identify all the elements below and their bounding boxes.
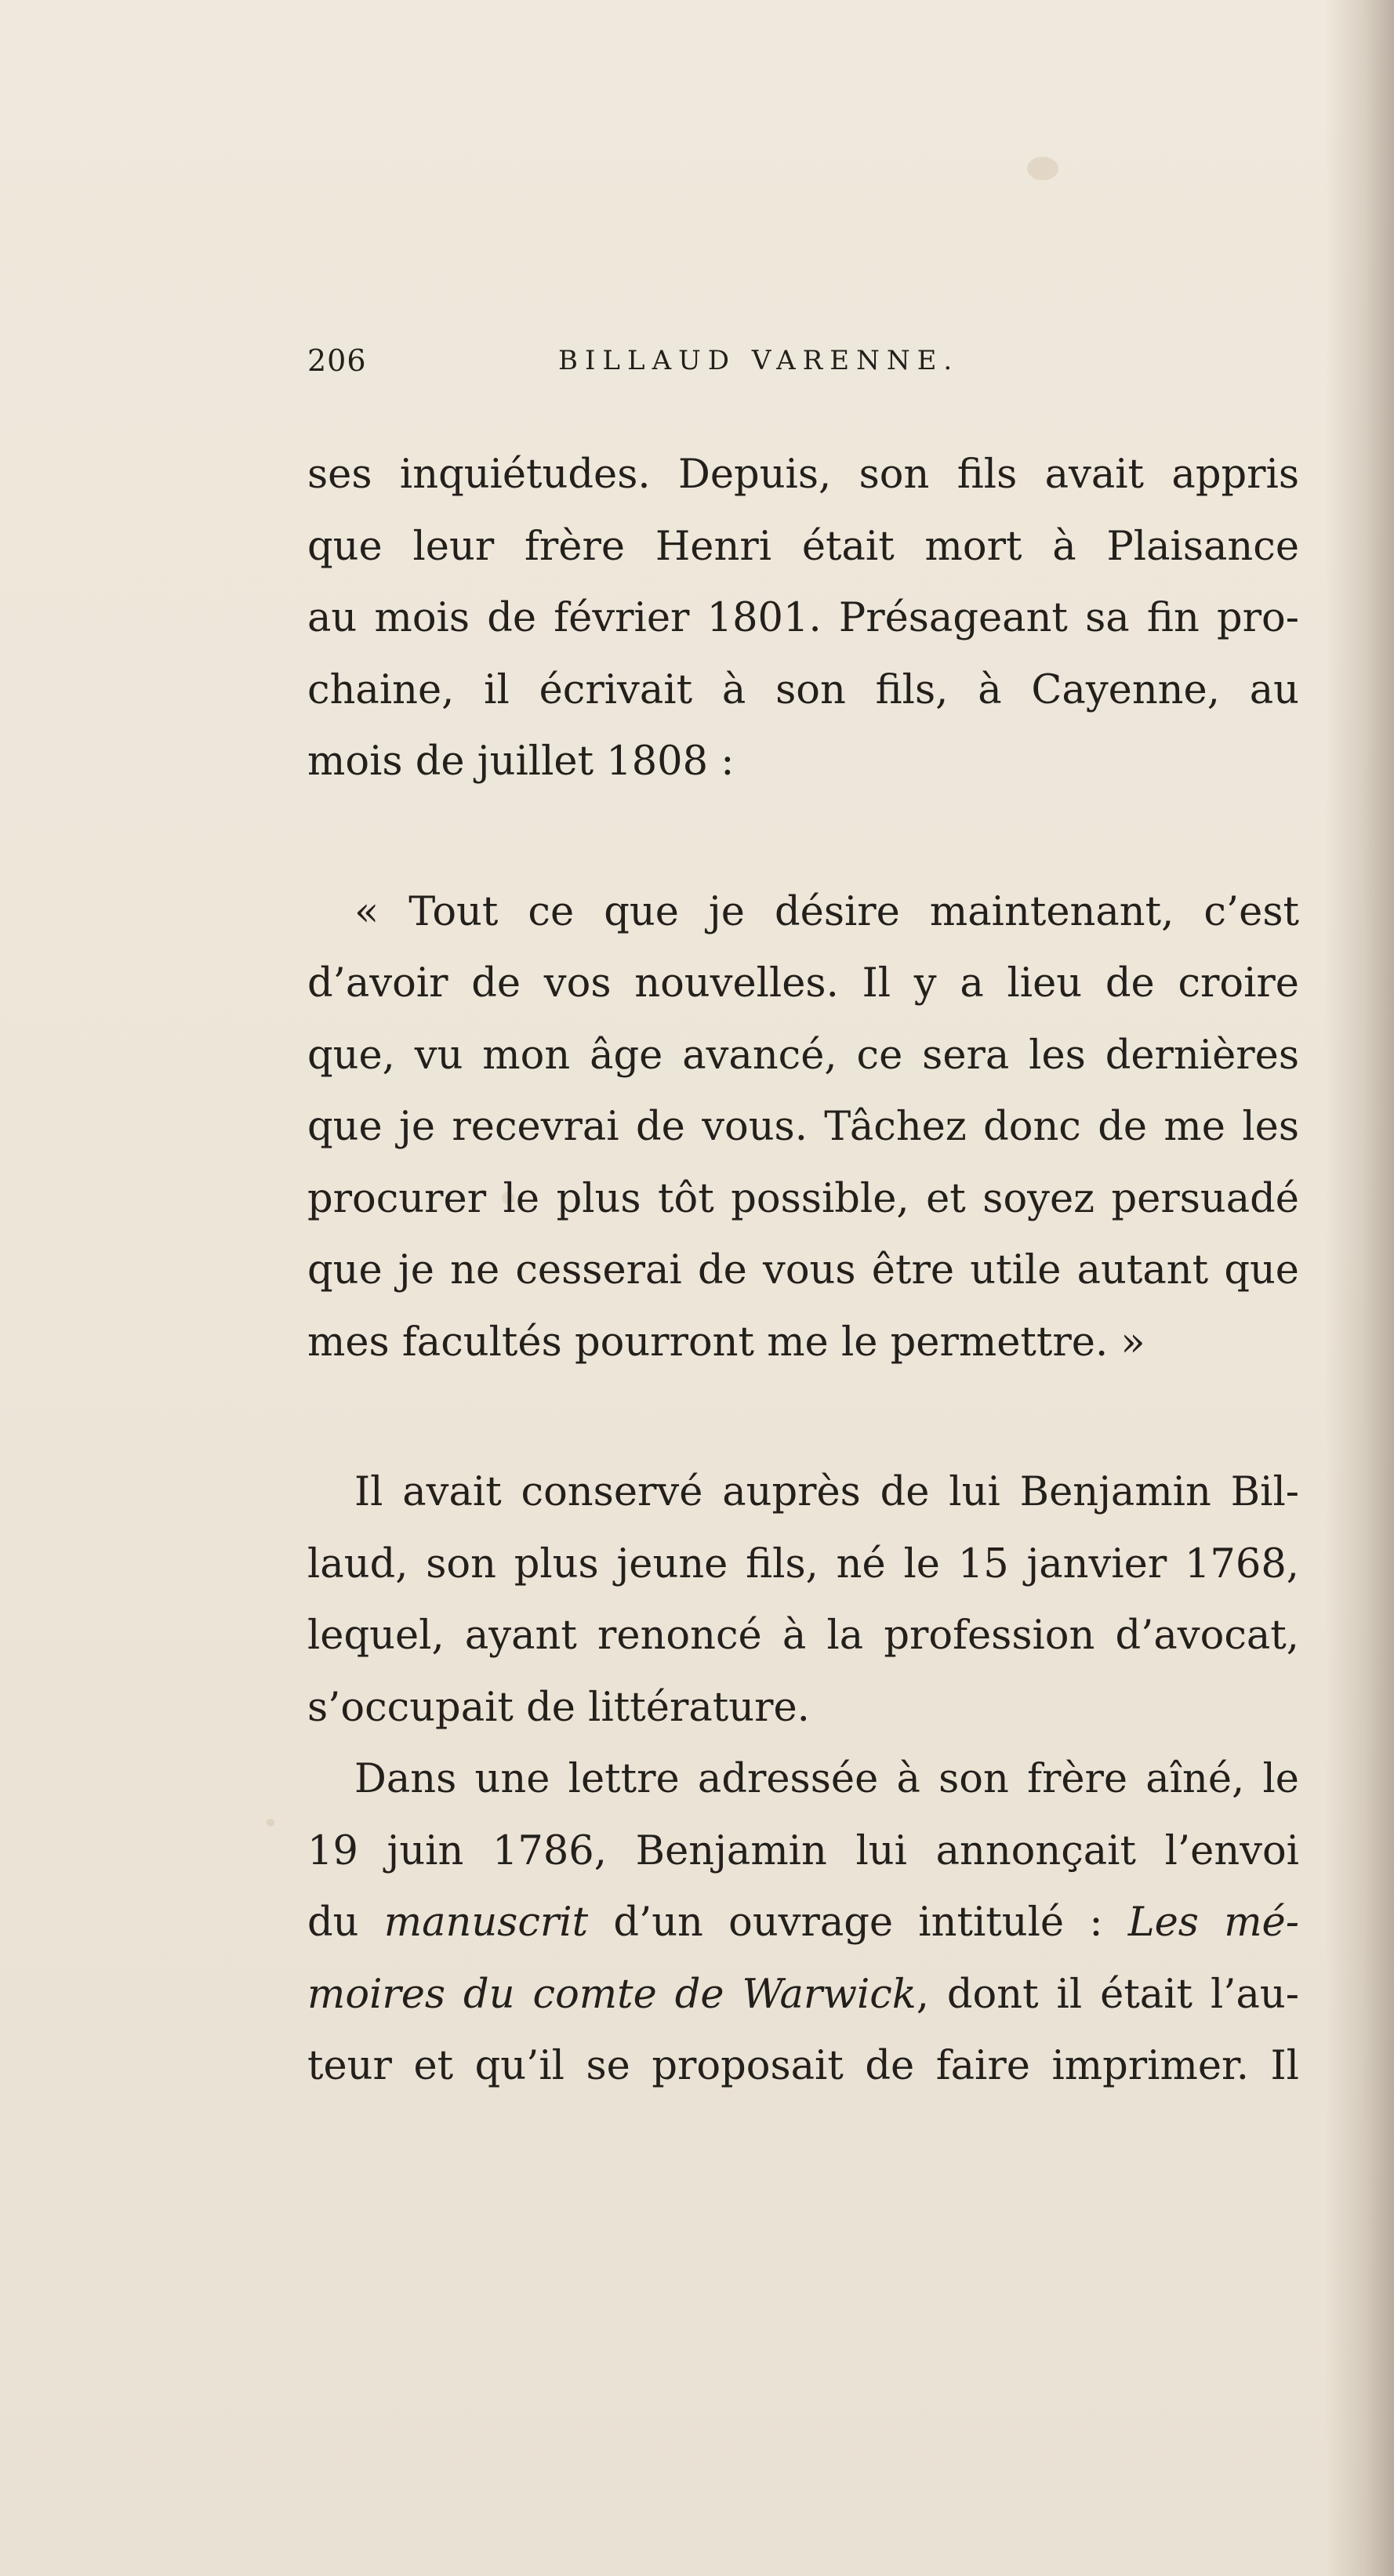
text-line: mois de juillet 1808 : bbox=[307, 738, 735, 785]
text-run: du bbox=[307, 1899, 384, 1946]
text-line: que leur frère Henri était mort à Plaisance bbox=[307, 523, 1299, 570]
page-header bbox=[307, 337, 1295, 384]
paper-stain bbox=[1027, 157, 1058, 180]
italic-text: moires du comte de Warwick bbox=[307, 1971, 917, 2018]
page-number: 206 bbox=[307, 343, 367, 378]
paragraph-gap bbox=[307, 1378, 1299, 1457]
text-line: 19 juin 1786, Benjamin lui annonçait l’envoi bbox=[307, 1827, 1299, 1874]
paper-stain bbox=[267, 1819, 274, 1827]
text-run: , dont il était l’au- bbox=[916, 1971, 1299, 2018]
text-line: que, vu mon âge avancé, ce sera les dernières bbox=[307, 1032, 1299, 1079]
text-line: s’occupait de littérature. bbox=[307, 1684, 810, 1731]
text-line: mes facultés pourront me le permettre. » bbox=[307, 1319, 1145, 1366]
text-line: que je ne cesserai de vous être utile autant que bbox=[307, 1247, 1299, 1293]
text-line: laud, son plus jeune fils, né le 15 janvier 1768, bbox=[307, 1540, 1299, 1587]
text-line: « Tout ce que je désire maintenant, c’est bbox=[354, 888, 1299, 935]
text-line: lequel, ayant renoncé à la profession d’avocat, bbox=[307, 1613, 1299, 1659]
paragraph-2 bbox=[307, 1457, 1299, 1743]
text-line: teur et qu’il se proposait de faire imprimer. Il bbox=[307, 2043, 1299, 2089]
paragraph-1 bbox=[307, 439, 1299, 798]
text-line: procurer le plus tôt possible, et soyez persuadé bbox=[307, 1175, 1299, 1222]
text-line bbox=[307, 1959, 1299, 2031]
text-run: d’un ouvrage intitulé : bbox=[588, 1899, 1128, 1946]
text-line: au mois de février 1801. Présageant sa fin pro- bbox=[307, 595, 1299, 641]
text-line: d’avoir de vos nouvelles. Il y a lieu de croire bbox=[307, 960, 1299, 1007]
text-line: ses inquiétudes. Depuis, son fils avait appris bbox=[307, 452, 1299, 498]
italic-text: Les mé- bbox=[1127, 1899, 1299, 1946]
paragraph-3 bbox=[307, 1743, 1299, 2103]
text-line bbox=[307, 1887, 1299, 1959]
text-line: Dans une lettre adressée à son frère aîné, le bbox=[354, 1756, 1299, 1802]
quotation bbox=[307, 876, 1299, 1379]
text-line: chaine, il écrivait à son fils, à Cayenne, au bbox=[307, 666, 1299, 713]
text-line: Il avait conservé auprès de lui Benjamin Bil- bbox=[354, 1469, 1299, 1515]
running-title: BILLAUD VARENNE. bbox=[558, 345, 960, 376]
paragraph-gap bbox=[307, 798, 1299, 876]
text-line: que je recevrai de vous. Tâchez donc de me les bbox=[307, 1104, 1299, 1150]
body-text bbox=[307, 439, 1299, 2103]
italic-text: manuscrit bbox=[383, 1899, 589, 1946]
